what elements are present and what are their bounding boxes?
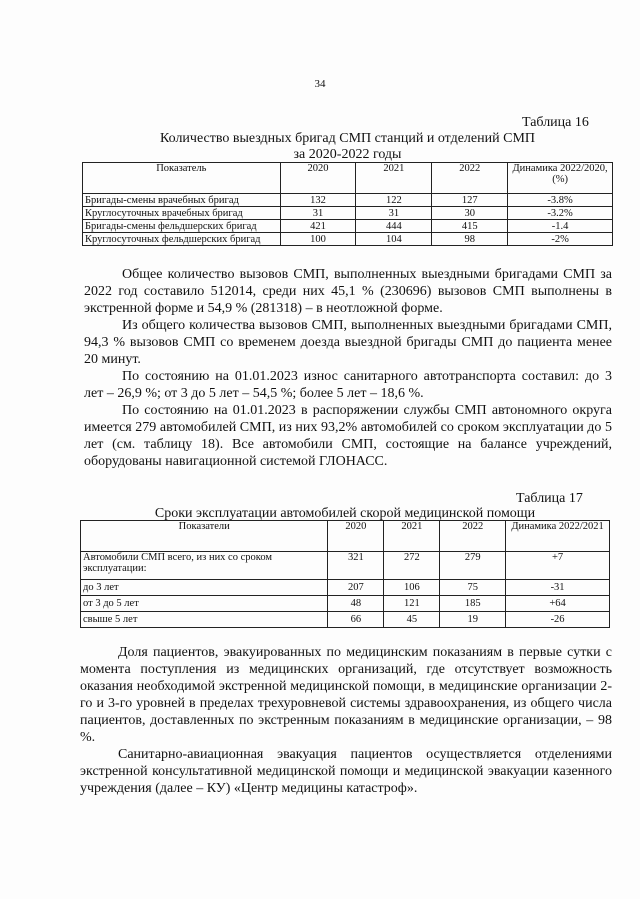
table17-cell: -26 bbox=[506, 612, 610, 628]
body-text-block-1 bbox=[84, 266, 612, 470]
paragraph: Доля пациентов, эвакуированных по медицинским показаниям в первые сутки с момента поступления из медицинских организаций, где отсутствует возможность оказания необходимой экстренной медицинской помощи, в медицинские организации 2-го и 3-го уровней в пределах трехуровневой системы здравоохранения, из общего числа пациентов, доставленных по экстренным показаниям в медицинские организации, – 98 %. bbox=[80, 645, 612, 745]
table16-cell: -2% bbox=[508, 233, 613, 246]
table16-cell: 98 bbox=[432, 233, 508, 246]
table-row bbox=[81, 612, 610, 628]
page-number: 34 bbox=[314, 78, 326, 90]
table16-title-line1: Количество выездных бригад СМП станций и отделений СМП bbox=[159, 131, 535, 146]
table-row bbox=[81, 580, 610, 596]
table17-cell: +7 bbox=[506, 552, 610, 580]
table16-header-cell: Динамика 2022/2020, (%) bbox=[508, 163, 613, 194]
table16-cell: 31 bbox=[356, 207, 432, 220]
table16-cell: 444 bbox=[356, 220, 432, 233]
table16-cell: 421 bbox=[280, 220, 356, 233]
table-row bbox=[81, 596, 610, 612]
table16-cell: 30 bbox=[432, 207, 508, 220]
table-row bbox=[83, 220, 613, 233]
table16-header-row bbox=[83, 163, 613, 194]
table16-cell: 132 bbox=[280, 194, 356, 207]
table17-cell: 121 bbox=[384, 596, 440, 612]
table17-header-cell: 2020 bbox=[328, 521, 384, 552]
table17-cell: 321 bbox=[328, 552, 384, 580]
table17-cell: Автомобили СМП всего, из них со сроком эксплуатации: bbox=[81, 552, 328, 580]
paragraph: Из общего количества вызовов СМП, выполненных выездными бригадами СМП, 94,3 % вызовов СМП со временем доезда выездной бригады СМП до пациента менее 20 минут. bbox=[84, 318, 612, 367]
table16-cell: Бригады-смены фельдшерских бригад bbox=[83, 220, 281, 233]
table17-cell: до 3 лет bbox=[81, 580, 328, 596]
table17-cell: -31 bbox=[506, 580, 610, 596]
table16-header-cell: 2021 bbox=[356, 163, 432, 194]
table16-cell: -3.2% bbox=[508, 207, 613, 220]
table16-cell: 122 bbox=[356, 194, 432, 207]
table17-cell: 75 bbox=[440, 580, 506, 596]
table17-cell: 66 bbox=[328, 612, 384, 628]
table16-title-line2: за 2020-2022 годы bbox=[293, 147, 402, 162]
paragraph: По состоянию на 01.01.2023 в распоряжении службы СМП автономного округа имеется 279 автомобилей СМП, из них 93,2% автомобилей со сроком эксплуатации до 5 лет (см. таблицу 18). Все автомобили СМП, состоящие на балансе учреждений, оборудованы навигационной системой ГЛОНАСС. bbox=[84, 403, 612, 469]
table16-cell: 31 bbox=[280, 207, 356, 220]
table16-cell: 415 bbox=[432, 220, 508, 233]
table17-cell: свыше 5 лет bbox=[81, 612, 328, 628]
paragraph: Общее количество вызовов СМП, выполненных выездными бригадами СМП за 2022 год составило 512014, среди них 45,1 % (230696) вызовов СМП выполнены в экстренной форме и 54,9 % (281318) – в неотложной форме. bbox=[84, 267, 612, 316]
table17-header-cell: 2021 bbox=[384, 521, 440, 552]
table17-cell: 45 bbox=[384, 612, 440, 628]
table17-cell: +64 bbox=[506, 596, 610, 612]
table17-cell: от 3 до 5 лет bbox=[81, 596, 328, 612]
body-text-block-2 bbox=[80, 644, 612, 797]
paragraph: По состоянию на 01.01.2023 износ санитарного автотранспорта составил: до 3 лет – 26,9 %; от 3 до 5 лет – 54,5 %; более 5 лет – 18,6 %. bbox=[84, 369, 612, 401]
table16-cell: 127 bbox=[432, 194, 508, 207]
table17-label: Таблица 17 bbox=[516, 491, 583, 506]
table17-header-cell: Показатели bbox=[81, 521, 328, 552]
table17-cell: 185 bbox=[440, 596, 506, 612]
table16-cell: -3.8% bbox=[508, 194, 613, 207]
table16-cell: Круглосуточных врачебных бригад bbox=[83, 207, 281, 220]
table17-cell: 48 bbox=[328, 596, 384, 612]
table16-cell: 104 bbox=[356, 233, 432, 246]
table16-cell: Бригады-смены врачебных бригад bbox=[83, 194, 281, 207]
table-row bbox=[81, 552, 610, 580]
table16-title bbox=[82, 131, 613, 163]
table17-cell: 19 bbox=[440, 612, 506, 628]
table-row bbox=[83, 207, 613, 220]
table17-cell: 207 bbox=[328, 580, 384, 596]
table16-cell: -1.4 bbox=[508, 220, 613, 233]
table16-cell: 100 bbox=[280, 233, 356, 246]
table16-label: Таблица 16 bbox=[522, 115, 589, 130]
table17-header-cell: 2022 bbox=[440, 521, 506, 552]
table16-header-cell: 2020 bbox=[280, 163, 356, 194]
table16-header-cell: Показатель bbox=[83, 163, 281, 194]
table17-title: Сроки эксплуатации автомобилей скорой медицинской помощи bbox=[154, 506, 536, 521]
table-row bbox=[83, 233, 613, 246]
table16 bbox=[82, 162, 613, 246]
table17-header-row bbox=[81, 521, 610, 552]
table17-header-cell: Динамика 2022/2021 bbox=[506, 521, 610, 552]
table17-cell: 272 bbox=[384, 552, 440, 580]
table17 bbox=[80, 520, 610, 628]
table17-cell: 279 bbox=[440, 552, 506, 580]
table17-cell: 106 bbox=[384, 580, 440, 596]
table16-header-cell: 2022 bbox=[432, 163, 508, 194]
paragraph: Санитарно-авиационная эвакуация пациентов осуществляется отделениями экстренной консультативной медицинской помощи и медицинской эвакуации казенного учреждения (далее – КУ) «Центр медицины катастроф». bbox=[80, 747, 612, 796]
table-row bbox=[83, 194, 613, 207]
table16-cell: Круглосуточных фельдшерских бригад bbox=[83, 233, 281, 246]
